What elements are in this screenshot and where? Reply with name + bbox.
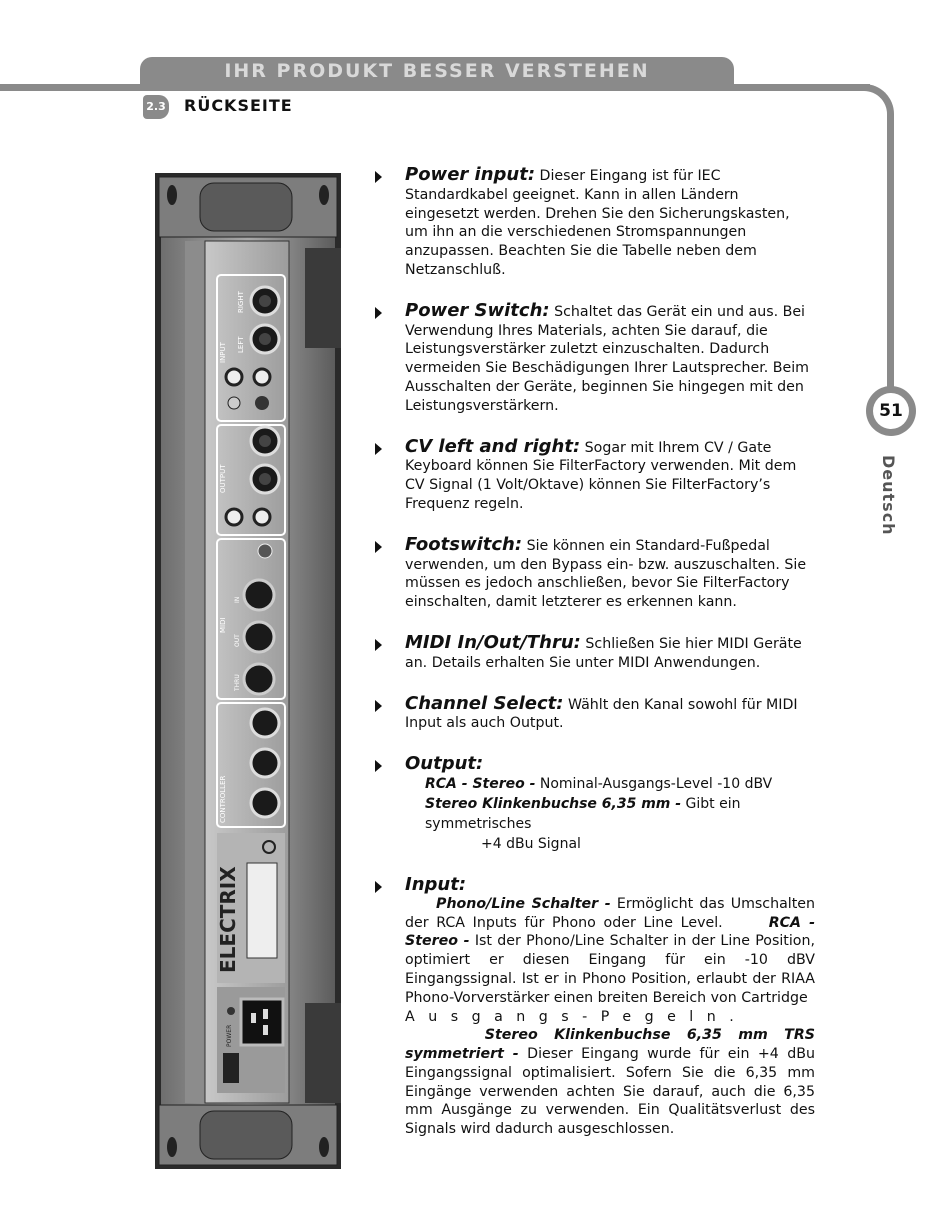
arrow-bullet-icon	[375, 639, 382, 651]
panel-label-midi: MIDI	[219, 617, 227, 633]
input-body	[405, 895, 815, 1139]
item-term: Power Switch:	[405, 299, 550, 321]
item-channel-select	[375, 692, 815, 734]
arrow-bullet-icon	[375, 541, 382, 553]
output-rca-label: RCA - Stereo -	[425, 775, 536, 792]
item-power-switch	[375, 299, 815, 416]
panel-label-midi-thru: THRU	[234, 674, 241, 691]
item-text: Sogar mit Ihrem CV / Gate Keyboard können Sie FilterFactory verwenden. Mit dem CV Signal (1 Volt/Oktave) können Sie FilterFactory’s Frequenz regeln.	[405, 439, 797, 512]
item-term: MIDI In/Out/Thru:	[405, 631, 581, 653]
panel-label-input: INPUT	[219, 342, 227, 363]
section-number: 2.3	[143, 95, 169, 119]
panel-label-controller: CONTROLLER	[219, 775, 227, 823]
page-number: 51	[873, 393, 909, 429]
input-jack-label: Stereo Klinkenbuchse 6,35 mm TRS symmetriert -	[405, 1027, 815, 1063]
output-rca	[405, 774, 815, 794]
input-jack-text: Dieser Eingang wurde für ein +4 dBu Eingangssignal optimalisiert. Sofern Sie die 6,35 mm Eingänge verwenden achten Sie darauf, auch die 6,35 mm Ausgänge zu verwenden. Ein Qualitätsverlust des Signals wird dadurch ausgeschlossen.	[405, 1046, 815, 1138]
item-text: Wählt den Kanal sowohl für MIDI Input als auch Output.	[405, 696, 798, 732]
arrow-bullet-icon	[375, 307, 382, 319]
item-text: Dieser Eingang ist für IEC Standardkabel geeignet. Kann in allen Ländern eingesetzt werden. Drehen Sie den Sicherungskasten, um ihn an die verschiedenen Stromspannungen anzupassen. Beachten Sie die Tabelle neben dem Netzanschluß.	[405, 168, 790, 278]
item-text: Schließen Sie hier MIDI Geräte an. Details erhalten Sie unter MIDI Anwendungen.	[405, 635, 802, 671]
output-rca-text: Nominal-Ausgangs-Level -10 dBV	[539, 775, 773, 792]
panel-label-input-left: LEFT	[237, 336, 245, 353]
header-title: IHR PRODUKT BESSER VERSTEHEN	[224, 60, 650, 82]
arrow-bullet-icon	[375, 700, 382, 712]
output-jack-label: Stereo Klinkenbuchse 6,35 mm -	[425, 795, 682, 812]
arrow-bullet-icon	[375, 171, 382, 183]
item-power-input	[375, 166, 815, 280]
item-term: CV left and right:	[405, 435, 581, 457]
panel-label-output: OUTPUT	[219, 464, 227, 493]
panel-label-midi-in: IN	[234, 596, 241, 603]
brand-logo: ELECTRIX	[216, 866, 240, 973]
page-number-badge	[866, 386, 916, 436]
output-jack-text: Gibt ein symmetrisches	[425, 795, 741, 832]
item-midi	[375, 631, 815, 673]
item-output	[375, 755, 815, 854]
output-jack-text-2: +4 dBu Signal	[481, 835, 581, 852]
output-jack	[405, 794, 815, 834]
item-term: Footswitch:	[405, 533, 523, 555]
input-phono-text: Ermöglicht das Umschalten der RCA Inputs für Phono oder Line Level.	[405, 895, 816, 931]
panel-label-input-right: RIGHT	[237, 291, 245, 313]
item-text: Sie können ein Standard-Fußpedal verwenden, um den Bypass ein- bzw. auszuschalten. Sie müssen es jedoch anschließen, bevor Sie FilterFactory einschalten, damit letzterer es erkennen kann.	[405, 537, 807, 611]
section-title: RÜCKSEITE	[184, 96, 293, 115]
header-tab	[140, 57, 734, 87]
item-term: Input:	[405, 873, 467, 895]
item-footswitch	[375, 533, 815, 612]
input-phono-label: Phono/Line Schalter -	[436, 895, 611, 912]
panel-label-midi-out: OUT	[234, 634, 241, 647]
input-rca-text: Ist der Phono/Line Schalter in der Line Position, optimiert er diesen Eingang für ein -10 dBV Eingangssignal. Ist er in Phono Position, erlaubt der RIAA Phono-Vorverstärker einen breiten Bereich von Cartridge	[405, 933, 815, 1006]
description-column	[375, 166, 815, 1161]
language-label: Deutsch	[879, 455, 898, 536]
item-input	[375, 873, 816, 1139]
item-term: Channel Select:	[405, 692, 564, 714]
side-rule	[887, 130, 894, 400]
arrow-bullet-icon	[375, 760, 382, 772]
item-text: Schaltet das Gerät ein und aus. Bei Verwendung Ihres Materials, achten Sie darauf, die Leistungsverstärker zuletzt einzuschalten. Dadurch vermeiden Sie Beschädigungen Ihrer Lautsprecher. Beim Ausschalten der Geräte, beginnen Sie hingegen mit den Leistungsverstärkern.	[405, 303, 809, 414]
header-rule	[0, 84, 870, 91]
panel-label-power: POWER	[226, 1024, 233, 1047]
item-cv	[375, 435, 815, 514]
item-term: Output:	[405, 753, 484, 775]
arrow-bullet-icon	[375, 443, 382, 455]
arrow-bullet-icon	[375, 881, 382, 893]
item-term: Power input:	[405, 164, 536, 185]
input-rca-tail: Ausgangs-Pegeln.	[405, 1008, 748, 1025]
rear-panel-illustration	[155, 173, 341, 1169]
input-rca-label: RCA - Stereo -	[405, 914, 815, 950]
